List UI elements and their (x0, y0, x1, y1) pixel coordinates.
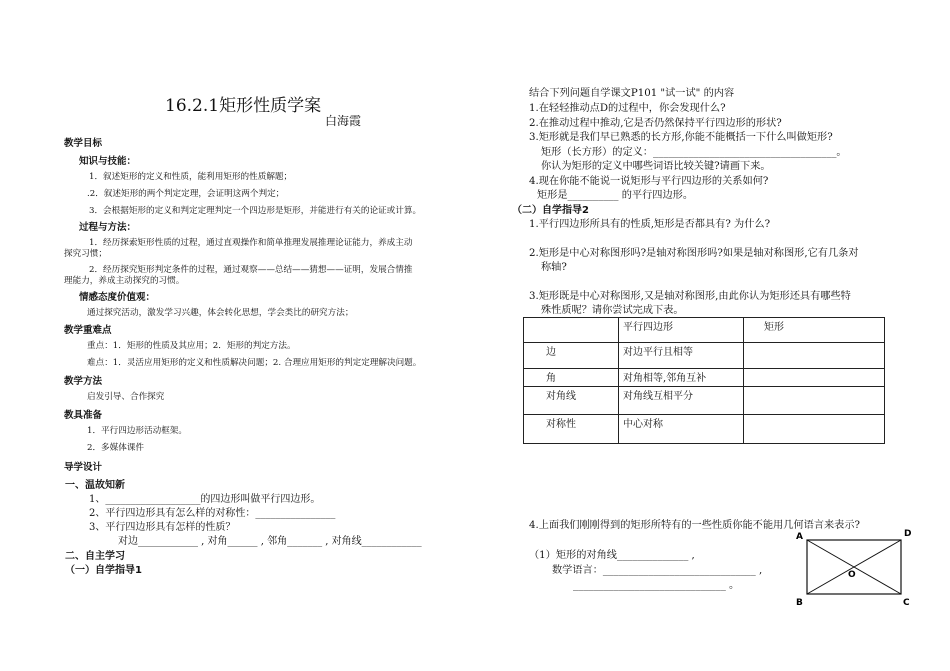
knowledge-item: 1．叙述矩形的定义和性质，能利用矩形的性质解题； (89, 172, 293, 182)
table-header-row (524, 318, 885, 343)
table-row (524, 343, 885, 369)
table-cell: 对称性 (524, 415, 619, 444)
vertex-label-b: B (796, 598, 803, 608)
table-cell: 对角线互相平分 (619, 387, 744, 415)
review-item: 1、___________________的四边形叫做平行四边形。 (89, 494, 321, 505)
diagonal-fill: （1）矩形的对角线______________ , (529, 550, 695, 561)
table-cell-empty[interactable] (744, 415, 885, 444)
tools-item: 1．平行四边形活动框架。 (87, 426, 187, 436)
table-cell: 对角相等,邻角互补 (619, 369, 744, 387)
difficulty-text: 难点：1．灵活应用矩形的定义和性质解决问题；2. 合理应用矩形的判定定理解决问题。 (87, 358, 422, 368)
guide2-question-1: 1.平行四边形所具有的性质,矩形是否都具有? 为什么? (529, 219, 771, 230)
question-2: 2.在推动过程中推动,它是否仍然保持平行四边形的形状? (529, 118, 782, 129)
table-cell: 边 (524, 343, 619, 369)
table-cell-empty[interactable] (744, 343, 885, 369)
relation-fill: 矩形是__________ 的平行四边形。 (537, 190, 694, 201)
emotion-text: 通过探究活动，激发学习兴趣，体会转化思想，学会类比的研究方法； (87, 308, 354, 318)
process-item-cont: 探究习惯； (64, 249, 107, 259)
table-row (524, 415, 885, 444)
guide2-question-3: 3.矩形既是中心对称图形,又是轴对称图形,由此你认为矩形还具有哪些特 (529, 291, 851, 302)
guide2-heading: （二）自学指导2 (512, 205, 589, 216)
guide2-question-3-cont: 殊性质呢？请你尝试完成下表。 (541, 305, 684, 316)
question-1: 1.在轻轻推动点D的过程中，你会发现什么? (529, 103, 726, 114)
process-item: 1．经历探索矩形性质的过程，通过直观操作和简单推理发展推理论证能力，养成主动 (89, 238, 413, 248)
knowledge-item: 3．会根据矩形的定义和判定定理判定一个四边形是矩形，并能进行有关的论证或计算。 (89, 206, 422, 216)
design-heading: 导学设计 (64, 462, 103, 473)
key-words-prompt: 你认为矩形的定义中哪些词语比较关键?请画下来。 (541, 161, 771, 172)
question-4: 4.现在你能不能说一说矩形与平行四边形的关系如何? (529, 176, 769, 187)
tools-heading: 教具准备 (64, 410, 103, 421)
guide2-question-2: 2.矩形是中心对称图形吗?是轴对称图形吗?如果是轴对称图形,它有几条对 (529, 248, 859, 259)
tools-item: 2．多媒体课件 (87, 443, 145, 453)
table-cell: 对边平行且相等 (619, 343, 744, 369)
page-title: 16.2.1矩形性质学案 (165, 96, 322, 116)
method-heading: 教学方法 (64, 376, 103, 387)
review-heading: 一、温故知新 (65, 480, 125, 491)
table-header-cell: 平行四边形 (619, 318, 744, 343)
author-name: 白海霞 (325, 114, 362, 128)
table-cell: 对角线 (524, 387, 619, 415)
table-header-cell (524, 318, 619, 343)
guide2-question-2-cont: 称轴? (541, 262, 567, 273)
teaching-goals-heading: 教学目标 (64, 138, 103, 149)
knowledge-heading: 知识与技能： (79, 156, 137, 167)
geometry-language-question: 4.上面我们刚刚得到的矩形所特有的一些性质你能不能用几何语言来表示? (529, 520, 860, 531)
method-text: 启发引导、合作探究 (87, 392, 165, 402)
table-cell-empty[interactable] (744, 387, 885, 415)
table-cell-empty[interactable] (744, 369, 885, 387)
intro-text: 结合下列问题自学课文P101 "试一试" 的内容 (529, 88, 735, 99)
process-item: 2．经历探究矩形判定条件的过程，通过观察——总结——猜想——证明，发展合情推 (89, 265, 413, 275)
review-fill-line: 对边____________ , 对角______ , 邻角_______ , 对角线____________ (118, 536, 422, 547)
vertex-label-c: C (903, 598, 910, 608)
guide1-heading: （一）自学指导1 (65, 565, 142, 576)
table-row (524, 369, 885, 387)
emotion-heading: 情感态度价值观： (79, 292, 156, 303)
vertex-label-a: A (796, 532, 803, 542)
review-item: 2、平行四边形具有怎么样的对称性：________________ (89, 508, 336, 519)
key-points-heading: 教学重难点 (64, 325, 112, 336)
self-study-heading: 二、自主学习 (65, 551, 125, 562)
definition-fill: 矩形（长方形）的定义：____________________________________。 (541, 147, 847, 158)
math-language-fill: 数学语言：______________________________ , (552, 565, 763, 576)
process-item-cont: 理能力，养成主动探究的习惯。 (64, 276, 185, 286)
question-3: 3.矩形就是我们早已熟悉的长方形,你能不能概括一下什么叫做矩形? (529, 132, 833, 143)
table-cell: 角 (524, 369, 619, 387)
table-row (524, 387, 885, 415)
vertex-label-d: D (904, 529, 912, 539)
process-heading: 过程与方法： (79, 222, 137, 233)
rectangle-figure (790, 528, 920, 610)
knowledge-item: .2．叙述矩形的两个判定定理，会证明这两个判定； (87, 189, 285, 199)
table-header-cell: 矩形 (744, 318, 885, 343)
review-item: 3、平行四边形具有怎样的性质？ (89, 522, 236, 533)
key-point-text: 重点：1．矩形的性质及其应用；2．矩形的判定方法。 (87, 341, 296, 351)
center-label-o: O (848, 570, 856, 580)
comparison-table (523, 317, 885, 444)
table-cell: 中心对称 (619, 415, 744, 444)
math-language-fill-2: ______________________________ 。 (573, 580, 740, 591)
